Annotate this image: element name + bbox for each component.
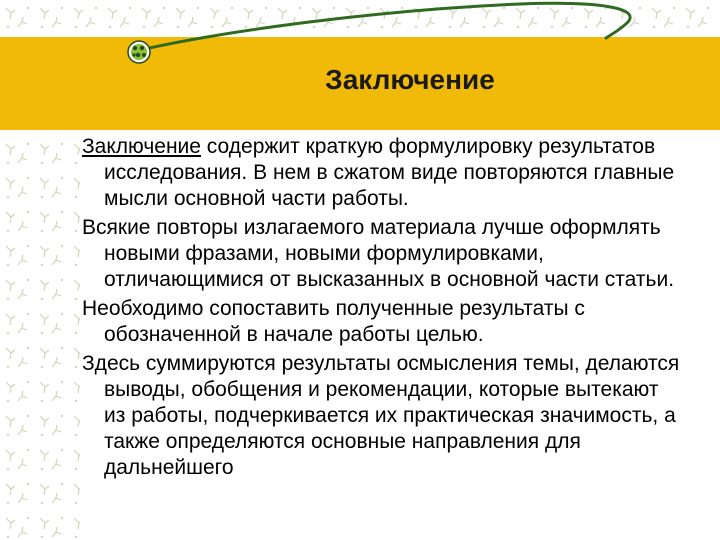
paragraph-text: Здесь суммируются результаты осмысления темы, делаются выводы, обобщения и рекомендации, которые вытекают из работы, подчеркивается их практическая значимость, а также определяются основные направления для дальнейшего — [82, 352, 680, 479]
paragraph-text: Необходимо сопоставить полученные результаты с обозначенной в начале работы целью. — [82, 297, 585, 346]
paragraph-1 — [82, 134, 682, 212]
paragraph-4 — [82, 351, 682, 481]
paragraph-text: Всякие повторы излагаемого материала лучше оформлять новыми фразами, новыми формулировками, отличающимися от высказанных в основной части статьи. — [82, 216, 675, 291]
slide-body — [82, 134, 682, 540]
paragraph-2 — [82, 215, 682, 293]
paragraph-3 — [82, 296, 682, 348]
underlined-term: Заключение — [82, 135, 201, 158]
slide-title: Заключение — [325, 64, 495, 95]
globe-icon — [128, 41, 150, 63]
paragraph-text: содержит краткую формулировку результатов исследования. В нем в сжатом виде повторяются главные мысли основной части работы. — [104, 135, 675, 210]
